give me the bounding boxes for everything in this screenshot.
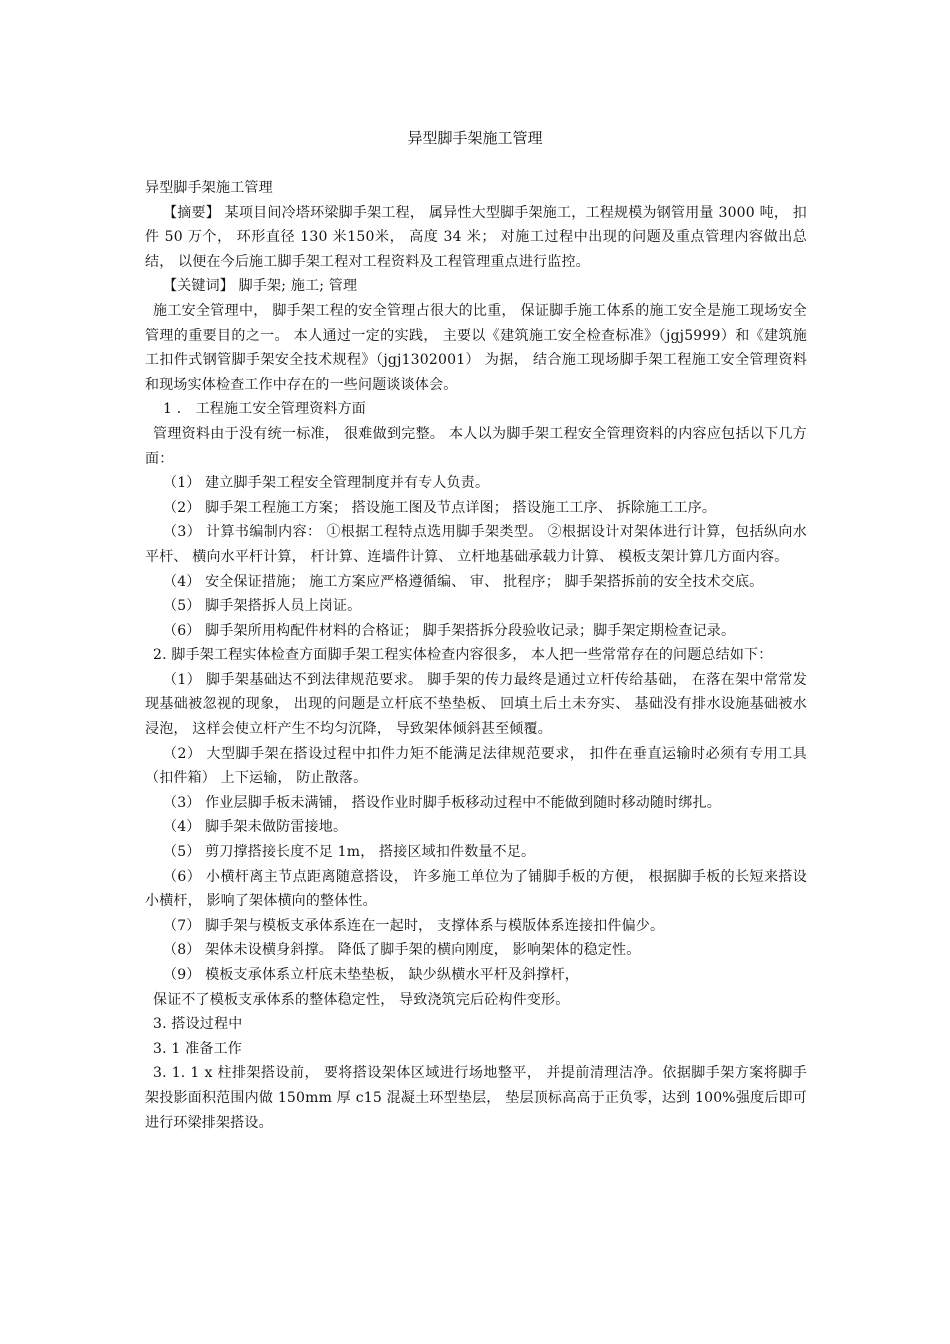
- paragraph: （3） 计算书编制内容： ①根据工程特点选用脚手架类型。 ②根据设计对架体进行计算，包括纵向水平杆、 横向水平杆计算， 杆计算、连墙件计算、 立杆地基础承载力计算、 模板支架计算几方面内容。: [145, 524, 807, 565]
- paragraph: 【关键词】 脚手架; 施工; 管理: [163, 278, 358, 295]
- paragraph: 【摘要】 某项目间冷塔环梁脚手架工程， 属异性大型脚手架施工，工程规模为钢管用量 3000 吨， 扣件 50 万个， 环形直径 130 米150米， 高度 34 米； 对施工过程中出现的问题及重点管理内容做出总结， 以便在今后施工脚手架工程对工程资料及工程管理重点进行监控。: [145, 204, 807, 270]
- paragraph: 3. 搭设过程中: [153, 1016, 243, 1033]
- paragraph: 异型脚手架施工管理: [145, 180, 273, 196]
- paragraph: 2. 脚手架工程实体检查方面脚手架工程实体检查内容很多， 本人把一些常常存在的问题总结如下：: [153, 647, 773, 664]
- paragraph: （1） 脚手架基础达不到法律规范要求。 脚手架的传力最终是通过立杆传给基础， 在落在架中常常发现基础被忽视的现象， 出现的问题是立杆底不垫垫板、 回填土后土未夯实、 基础没有排水设施基础被水浸泡， 这样会使立杆产生不均匀沉降， 导致架体倾斜甚至倾覆。: [145, 671, 807, 738]
- paragraph: （8） 架体未设横身斜撑。 降低了脚手架的横向刚度， 影响架体的稳定性。: [163, 942, 641, 959]
- paragraph: 1 ． 工程施工安全管理资料方面: [163, 401, 367, 418]
- document-body: [145, 176, 807, 1135]
- paragraph: 3. 1 准备工作: [153, 1040, 242, 1057]
- paragraph: （6） 小横杆离主节点距离随意搭设， 许多施工单位为了铺脚手板的方便， 根据脚手板的长短来搭设小横杆， 影响了架体横向的整体性。: [145, 868, 807, 910]
- paragraph: （2） 大型脚手架在搭设过程中扣件力矩不能满足法律规范要求， 扣件在垂直运输时必须有专用工具（扣件箱） 上下运输， 防止散落。: [145, 745, 807, 787]
- paragraph: （7） 脚手架与模板支承体系连在一起时， 支撑体系与模版体系连接扣件偏少。: [163, 917, 665, 934]
- paragraph: （5） 剪刀撑搭接长度不足 1m， 搭接区域扣件数量不足。: [163, 844, 536, 861]
- paragraph: 保证不了模板支承体系的整体稳定性， 导致浇筑完后砼构件变形。: [153, 991, 570, 1008]
- paragraph: 施工安全管理中， 脚手架工程的安全管理占很大的比重， 保证脚手施工体系的施工安全是施工现场安全管理的重要目的之一。 本人通过一定的实践， 主要以《建筑施工安全检查标准》（jgj5999）和《建筑施工扣件式钢管脚手架安全技术规程》（jgj1302001） 为据， 结合施工现场脚手架工程施工安全管理资料和现场实体检查工作中存在的一些问题谈谈体会。: [145, 302, 807, 393]
- paragraph: （6） 脚手架所用构配件材料的合格证； 脚手架搭拆分段验收记录；脚手架定期检查记录。: [163, 622, 736, 639]
- paragraph: （5） 脚手架搭拆人员上岗证。: [163, 598, 362, 615]
- paragraph: （4） 安全保证措施； 施工方案应严格遵循编、 审、 批程序； 脚手架搭拆前的安全技术交底。: [163, 573, 764, 590]
- paragraph: 3. 1. 1 x 柱排架搭设前， 要将搭设架体区域进行场地整平， 并提前清理洁净。依据脚手架方案将脚手架投影面积范围内做 150mm 厚 c15 混凝土环型垫层， 垫层顶标高高于正负零，达到 100%强度后即可进行环梁排架搭设。: [145, 1065, 807, 1131]
- paragraph: （9） 模板支承体系立杆底未垫垫板， 缺少纵横水平杆及斜撑杆，: [163, 967, 580, 983]
- paragraph: （3） 作业层脚手板未满铺， 搭设作业时脚手板移动过程中不能做到随时移动随时绑扎。: [163, 794, 722, 811]
- document-title: 异型脚手架施工管理: [407, 129, 543, 147]
- paragraph: （1） 建立脚手架工程安全管理制度并有专人负责。: [163, 475, 490, 492]
- paragraph: 管理资料由于没有统一标准， 很难做到完整。 本人以为脚手架工程安全管理资料的内容应包括以下几方面：: [145, 425, 807, 467]
- paragraph: （2） 脚手架工程施工方案； 搭设施工图及节点详图； 搭设施工工序、 拆除施工工序。: [163, 499, 717, 516]
- paragraph: （4） 脚手架未做防雷接地。: [163, 819, 348, 836]
